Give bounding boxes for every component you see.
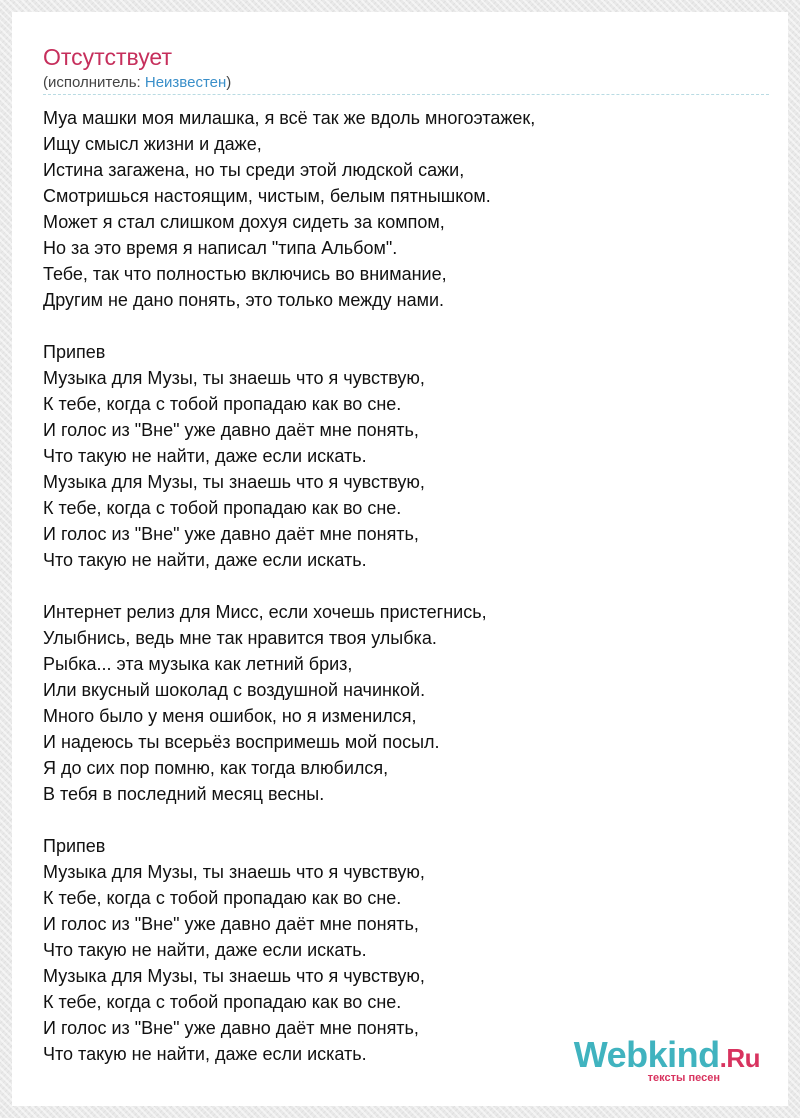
lyric-line: И надеюсь ты всерьёз воспримешь мой посыл. — [43, 732, 440, 752]
lyric-line: Тебе, так что полностью включись во внимание, — [43, 264, 447, 284]
lyric-line: К тебе, когда с тобой пропадаю как во сне. — [43, 498, 402, 518]
lyric-line: И голос из "Вне" уже давно даёт мне понять, — [43, 420, 419, 440]
artist-prefix: (исполнитель: — [43, 74, 145, 91]
artist-line — [43, 74, 231, 92]
lyric-line: Что такую не найти, даже если искать. — [43, 1044, 367, 1064]
lyric-line: Ищу смысл жизни и даже, — [43, 134, 262, 154]
lyric-line: Музыка для Музы, ты знаешь что я чувствую, — [43, 862, 425, 882]
title-divider — [43, 94, 769, 95]
lyric-line: Что такую не найти, даже если искать. — [43, 940, 367, 960]
lyric-line: Припев — [43, 342, 106, 362]
lyric-line: Улыбнись, ведь мне так нравится твоя улыбка. — [43, 628, 437, 648]
artist-link[interactable]: Неизвестен — [144, 74, 227, 91]
lyric-line: Муа машки моя милашка, я всё так же вдоль многоэтажек, — [43, 108, 536, 128]
artist-suffix: ) — [226, 74, 232, 91]
lyric-line: И голос из "Вне" уже давно даёт мне понять, — [43, 524, 419, 544]
lyric-line: Я до сих пор помню, как тогда влюбился, — [43, 758, 389, 778]
lyric-line: И голос из "Вне" уже давно даёт мне понять, — [43, 914, 419, 934]
lyric-line: Истина загажена, но ты среди этой людской сажи, — [43, 160, 465, 180]
lyric-line: Что такую не найти, даже если искать. — [43, 446, 367, 466]
lyric-line: И голос из "Вне" уже давно даёт мне понять, — [43, 1018, 419, 1038]
lyrics-card — [12, 12, 788, 1106]
logo-wordmark: Webkind.Ru — [573, 1034, 760, 1075]
lyric-line: Музыка для Музы, ты знаешь что я чувствую, — [43, 368, 425, 388]
lyric-line: К тебе, когда с тобой пропадаю как во сне. — [43, 888, 402, 908]
lyric-line: Что такую не найти, даже если искать. — [43, 550, 367, 570]
stanza-break — [43, 573, 763, 599]
lyric-line: Музыка для Музы, ты знаешь что я чувствую, — [43, 966, 425, 986]
lyric-line: Смотришься настоящим, чистым, белым пятнышком. — [43, 186, 491, 206]
lyric-line: Много было у меня ошибок, но я изменился, — [43, 706, 417, 726]
lyric-line: Или вкусный шоколад с воздушной начинкой. — [43, 680, 426, 700]
lyric-line: Рыбка... эта музыка как летний бриз, — [43, 654, 353, 674]
lyric-line: Интернет релиз для Мисс, если хочешь пристегнись, — [43, 602, 487, 622]
song-title: Отсутствует — [43, 44, 172, 70]
lyric-line: К тебе, когда с тобой пропадаю как во сне. — [43, 992, 402, 1012]
logo-tagline: тексты песен — [647, 1072, 720, 1084]
lyric-line: Может я стал слишком дохуя сидеть за компом, — [43, 212, 445, 232]
lyric-line: Музыка для Музы, ты знаешь что я чувствую, — [43, 472, 425, 492]
stanza-break — [43, 313, 763, 339]
lyrics-text — [43, 105, 763, 1067]
stanza-break — [43, 807, 763, 833]
site-logo[interactable] — [573, 1034, 760, 1084]
lyric-line: К тебе, когда с тобой пропадаю как во сне. — [43, 394, 402, 414]
lyric-line: Но за это время я написал "типа Альбом". — [43, 238, 398, 258]
lyric-line: В тебя в последний месяц весны. — [43, 784, 325, 804]
lyric-line: Припев — [43, 836, 106, 856]
lyric-line: Другим не дано понять, это только между нами. — [43, 290, 445, 310]
logo-suffix: .Ru — [719, 1043, 760, 1073]
